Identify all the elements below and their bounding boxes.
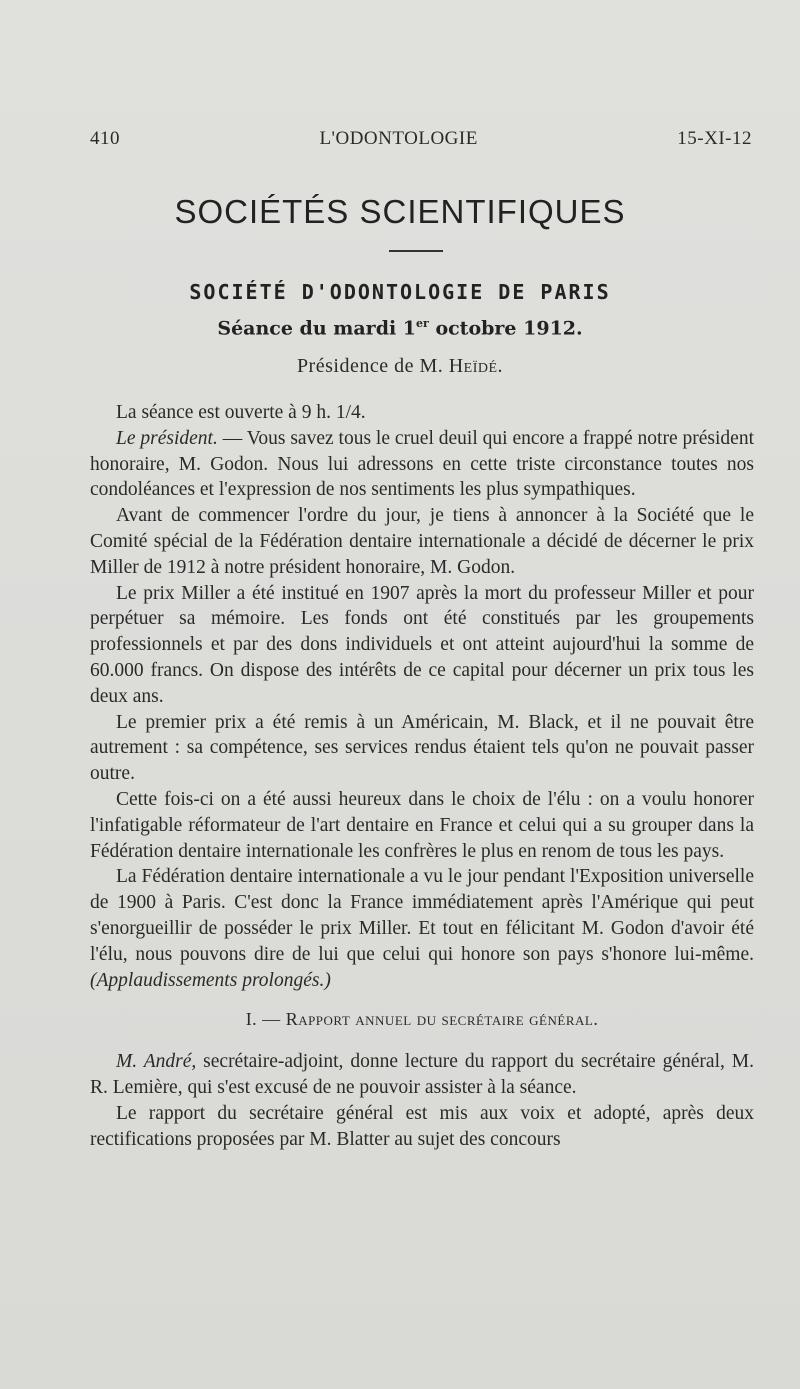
- session-date-sup: er: [416, 317, 429, 330]
- session-date-after: octobre 1912.: [428, 317, 583, 340]
- presidency-line: [0, 355, 800, 378]
- speaker-label: Le président.: [116, 427, 218, 449]
- running-header: [90, 128, 752, 150]
- paragraph-reading: [90, 1049, 754, 1101]
- paragraph-federation: [90, 864, 754, 993]
- paragraph-adoption: Le rapport du secrétaire général est mis aux voix et adopté, après deux rectifications proposées par M. Blatter au sujet des concours: [90, 1102, 754, 1150]
- paragraph-opening: La séance est ouverte à 9 h. 1/4.: [116, 402, 366, 423]
- page-number: 410: [90, 128, 120, 149]
- subsection-heading: [90, 1007, 754, 1033]
- speaker-label: M. André,: [116, 1051, 197, 1073]
- paragraph-first-prize: Le premier prix a été remis à un Américain, M. Black, et il ne pouvait être autrement : sa compétence, ses services rendus étaient tels qu'on ne pouvait passer outre.: [90, 711, 754, 785]
- subsection-number: I. —: [245, 1009, 286, 1030]
- paragraph-text: La Fédération dentaire internationale a vu le jour pendant l'Exposition universelle de 1900 à Paris. C'est donc la France immédiatement après l'Amérique qui peut s'enorgueillir de posséder le prix Miller. Et tout en félicitant M. Godon d'avoir été l'élu, nous pouvons dire de lui que celui qui honore son pays s'honore lui-même.: [90, 866, 754, 965]
- president-name: Heïdé.: [448, 355, 504, 377]
- paragraph-text: — Vous savez tous le cruel deuil qui encore a frappé notre président honoraire, M. Godon. Nous lui adressons en cette triste circonstance toutes nos condoléances et l'expression de nos sentiments les plus sympathiques.: [90, 427, 754, 501]
- paragraph-announcement: Avant de commencer l'ordre du jour, je tiens à annoncer à la Société que le Comité spécial de la Fédération dentaire internationale a décidé de décerner le prix Miller de 1912 à notre président honoraire, M. Godon.: [90, 505, 754, 578]
- subsection-title: Rapport annuel du secrétaire général.: [285, 1009, 599, 1030]
- session-date: [0, 317, 800, 339]
- presidency-prefix: Présidence de M.: [296, 355, 449, 377]
- section-heading: SOCIÉTÉS SCIENTIFIQUES: [174, 193, 626, 230]
- paragraph-choice: Cette fois-ci on a été aussi heureux dans le choix de l'élu : on a voulu honorer l'infatigable réformateur de l'art dentaire en France et celui qui a su grouper dans la Fédération dentaire internationale les confrères le plus en renom de tous les pays.: [90, 788, 754, 862]
- journal-title: L'ODONTOLOGIE: [319, 128, 478, 149]
- issue-date: 15-XI-12: [677, 128, 752, 149]
- applause-note: (Applaudissements prolongés.): [90, 969, 331, 991]
- body-text: [90, 400, 754, 1152]
- society-name: SOCIÉTÉ D'ODONTOLOGIE DE PARIS: [189, 280, 611, 304]
- session-date-before: Séance du mardi 1: [217, 317, 417, 340]
- heading-rule: [389, 250, 443, 252]
- paragraph-text: secrétaire-adjoint, donne lecture du rapport du secrétaire général, M. R. Lemière, qui s'est excusé de ne pouvoir assister à la séance.: [90, 1051, 755, 1098]
- paragraph-president: [90, 426, 754, 503]
- paragraph-prize-history: Le prix Miller a été institué en 1907 après la mort du professeur Miller et pour perpétuer sa mémoire. Les fonds ont été constitués par les groupements professionnels et par des dons individuels et ont atteint aujourd'hui la somme de 60.000 francs. On dispose des intérêts de ce capital pour décerner un prix tous les deux ans.: [90, 582, 754, 707]
